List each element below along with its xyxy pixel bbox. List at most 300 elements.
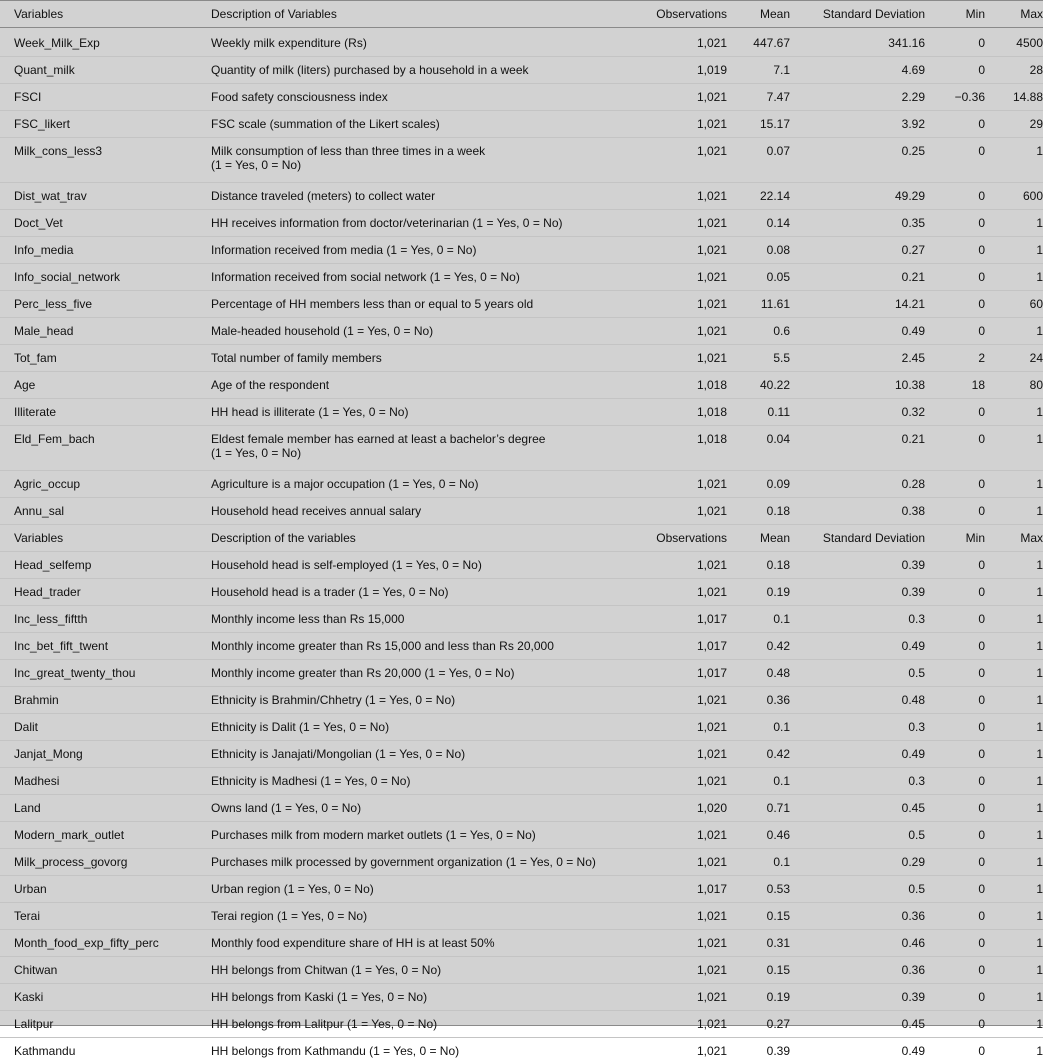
header-standard-deviation: Standard Deviation xyxy=(790,525,925,552)
header-max: Max xyxy=(985,525,1043,552)
min-value: 0 xyxy=(925,687,985,714)
max-value: 1 xyxy=(985,318,1043,345)
standard-deviation-value: 0.21 xyxy=(790,264,925,291)
table-row xyxy=(0,426,1043,471)
standard-deviation-value: 0.5 xyxy=(790,660,925,687)
mean-value: 0.11 xyxy=(727,399,790,426)
min-value: 0 xyxy=(925,606,985,633)
mean-value: 0.46 xyxy=(727,822,790,849)
mean-value: 40.22 xyxy=(727,372,790,399)
observations-value: 1,021 xyxy=(641,1011,727,1038)
variable-name: Inc_great_twenty_thou xyxy=(0,660,211,687)
observations-value: 1,021 xyxy=(641,849,727,876)
header-observations: Observations xyxy=(641,1,727,28)
variable-description: HH belongs from Kathmandu (1 = Yes, 0 = No) xyxy=(211,1038,641,1064)
header-mean: Mean xyxy=(727,1,790,28)
standard-deviation-value: 0.3 xyxy=(790,606,925,633)
max-value: 1 xyxy=(985,876,1043,903)
standard-deviation-value: 0.29 xyxy=(790,849,925,876)
table-row xyxy=(0,345,1043,372)
variables-table xyxy=(0,1,1043,1064)
max-value: 1 xyxy=(985,714,1043,741)
table-row xyxy=(0,552,1043,579)
variable-description: Terai region (1 = Yes, 0 = No) xyxy=(211,903,641,930)
variable-description: Household head is self-employed (1 = Yes, 0 = No) xyxy=(211,552,641,579)
table-row xyxy=(0,930,1043,957)
variable-description: Information received from social network (1 = Yes, 0 = No) xyxy=(211,264,641,291)
max-value: 1 xyxy=(985,264,1043,291)
variable-name: Janjat_Mong xyxy=(0,741,211,768)
observations-value: 1,021 xyxy=(641,930,727,957)
variable-description: Household head receives annual salary xyxy=(211,498,641,525)
header-observations: Observations xyxy=(641,525,727,552)
standard-deviation-value: 0.3 xyxy=(790,768,925,795)
table-row xyxy=(0,606,1043,633)
table-row xyxy=(0,471,1043,498)
min-value: 0 xyxy=(925,318,985,345)
table-row xyxy=(0,660,1043,687)
max-value: 1 xyxy=(985,426,1043,471)
variable-description: FSC scale (summation of the Likert scales) xyxy=(211,111,641,138)
mean-value: 7.1 xyxy=(727,57,790,84)
min-value: 0 xyxy=(925,903,985,930)
standard-deviation-value: 0.3 xyxy=(790,714,925,741)
variable-name: Perc_less_five xyxy=(0,291,211,318)
variable-name: Eld_Fem_bach xyxy=(0,426,211,471)
max-value: 1 xyxy=(985,741,1043,768)
variable-name: Milk_process_govorg xyxy=(0,849,211,876)
max-value: 1 xyxy=(985,930,1043,957)
variable-description: Monthly income greater than Rs 20,000 (1 = Yes, 0 = No) xyxy=(211,660,641,687)
mean-value: 0.18 xyxy=(727,552,790,579)
max-value: 60 xyxy=(985,291,1043,318)
header-max: Max xyxy=(985,1,1043,28)
mean-value: 0.05 xyxy=(727,264,790,291)
table-row xyxy=(0,957,1043,984)
observations-value: 1,017 xyxy=(641,606,727,633)
header-description: Description of the variables xyxy=(211,525,641,552)
standard-deviation-value: 0.49 xyxy=(790,1038,925,1064)
variable-name: Urban xyxy=(0,876,211,903)
description-line-1: Milk consumption of less than three times in a week xyxy=(211,144,641,158)
variable-name: Inc_less_fiftth xyxy=(0,606,211,633)
table-row xyxy=(0,318,1043,345)
table-row xyxy=(0,264,1043,291)
variable-description: Ethnicity is Janajati/Mongolian (1 = Yes, 0 = No) xyxy=(211,741,641,768)
mean-value: 0.6 xyxy=(727,318,790,345)
variable-name: Madhesi xyxy=(0,768,211,795)
mean-value: 0.1 xyxy=(727,768,790,795)
table-body xyxy=(0,1,1043,1064)
min-value: 0 xyxy=(925,660,985,687)
mean-value: 0.42 xyxy=(727,633,790,660)
standard-deviation-value: 0.5 xyxy=(790,876,925,903)
mean-value: 0.18 xyxy=(727,498,790,525)
mean-value: 22.14 xyxy=(727,183,790,210)
observations-value: 1,021 xyxy=(641,183,727,210)
mean-value: 0.19 xyxy=(727,984,790,1011)
observations-value: 1,021 xyxy=(641,984,727,1011)
variable-name: Age xyxy=(0,372,211,399)
standard-deviation-value: 0.36 xyxy=(790,957,925,984)
table-row xyxy=(0,795,1043,822)
standard-deviation-value: 3.92 xyxy=(790,111,925,138)
mean-value: 0.1 xyxy=(727,849,790,876)
observations-value: 1,021 xyxy=(641,552,727,579)
variable-name: Terai xyxy=(0,903,211,930)
mean-value: 0.53 xyxy=(727,876,790,903)
mean-value: 0.27 xyxy=(727,1011,790,1038)
variable-description: Food safety consciousness index xyxy=(211,84,641,111)
observations-value: 1,018 xyxy=(641,426,727,471)
table-row xyxy=(0,210,1043,237)
variable-description: Owns land (1 = Yes, 0 = No) xyxy=(211,795,641,822)
table-row xyxy=(0,579,1043,606)
table-row xyxy=(0,849,1043,876)
table-row xyxy=(0,498,1043,525)
table-row xyxy=(0,687,1043,714)
mean-value: 0.1 xyxy=(727,714,790,741)
observations-value: 1,021 xyxy=(641,714,727,741)
standard-deviation-value: 2.45 xyxy=(790,345,925,372)
observations-value: 1,021 xyxy=(641,957,727,984)
standard-deviation-value: 341.16 xyxy=(790,28,925,57)
observations-value: 1,021 xyxy=(641,84,727,111)
variable-name: Tot_fam xyxy=(0,345,211,372)
mean-value: 0.15 xyxy=(727,957,790,984)
mean-value: 11.61 xyxy=(727,291,790,318)
description-line-1: Eldest female member has earned at least a bachelor’s degree xyxy=(211,432,641,446)
mean-value: 7.47 xyxy=(727,84,790,111)
variable-description: Urban region (1 = Yes, 0 = No) xyxy=(211,876,641,903)
min-value: 0 xyxy=(925,876,985,903)
variable-name: Kaski xyxy=(0,984,211,1011)
observations-value: 1,021 xyxy=(641,291,727,318)
observations-value: 1,021 xyxy=(641,903,727,930)
observations-value: 1,021 xyxy=(641,471,727,498)
table-header-row xyxy=(0,1,1043,28)
variable-name: Inc_bet_fift_twent xyxy=(0,633,211,660)
observations-value: 1,021 xyxy=(641,264,727,291)
variable-name: Brahmin xyxy=(0,687,211,714)
description-line-2: (1 = Yes, 0 = No) xyxy=(211,446,641,460)
mean-value: 0.1 xyxy=(727,606,790,633)
variable-name: Head_selfemp xyxy=(0,552,211,579)
variable-description: HH head is illiterate (1 = Yes, 0 = No) xyxy=(211,399,641,426)
variable-description: Monthly food expenditure share of HH is at least 50% xyxy=(211,930,641,957)
variable-description: Ethnicity is Dalit (1 = Yes, 0 = No) xyxy=(211,714,641,741)
min-value: 0 xyxy=(925,930,985,957)
variable-description: Total number of family members xyxy=(211,345,641,372)
variable-name: Modern_mark_outlet xyxy=(0,822,211,849)
observations-value: 1,021 xyxy=(641,28,727,57)
table-row xyxy=(0,183,1043,210)
variable-name: Week_Milk_Exp xyxy=(0,28,211,57)
max-value: 1 xyxy=(985,237,1043,264)
table-row xyxy=(0,984,1043,1011)
mean-value: 0.36 xyxy=(727,687,790,714)
max-value: 1 xyxy=(985,957,1043,984)
max-value: 1 xyxy=(985,210,1043,237)
min-value: 0 xyxy=(925,210,985,237)
max-value: 1 xyxy=(985,606,1043,633)
mean-value: 0.14 xyxy=(727,210,790,237)
table-row xyxy=(0,876,1043,903)
table-row xyxy=(0,372,1043,399)
observations-value: 1,021 xyxy=(641,111,727,138)
mean-value: 0.42 xyxy=(727,741,790,768)
table-row xyxy=(0,903,1043,930)
observations-value: 1,021 xyxy=(641,498,727,525)
max-value: 1 xyxy=(985,984,1043,1011)
variable-description: Age of the respondent xyxy=(211,372,641,399)
variable-name: FSC_likert xyxy=(0,111,211,138)
observations-value: 1,020 xyxy=(641,795,727,822)
standard-deviation-value: 0.27 xyxy=(790,237,925,264)
max-value: 1 xyxy=(985,849,1043,876)
variable-description: HH belongs from Kaski (1 = Yes, 0 = No) xyxy=(211,984,641,1011)
mean-value: 0.31 xyxy=(727,930,790,957)
table-row xyxy=(0,28,1043,57)
max-value: 1 xyxy=(985,552,1043,579)
mean-value: 0.15 xyxy=(727,903,790,930)
max-value: 1 xyxy=(985,138,1043,183)
variable-description: HH belongs from Chitwan (1 = Yes, 0 = No) xyxy=(211,957,641,984)
variable-description: HH receives information from doctor/veterinarian (1 = Yes, 0 = No) xyxy=(211,210,641,237)
standard-deviation-value: 0.49 xyxy=(790,633,925,660)
table-row xyxy=(0,111,1043,138)
min-value: 0 xyxy=(925,138,985,183)
observations-value: 1,017 xyxy=(641,876,727,903)
header-min: Min xyxy=(925,1,985,28)
table-row xyxy=(0,84,1043,111)
variable-description: Monthly income less than Rs 15,000 xyxy=(211,606,641,633)
variable-description: HH belongs from Lalitpur (1 = Yes, 0 = No) xyxy=(211,1011,641,1038)
standard-deviation-value: 0.32 xyxy=(790,399,925,426)
max-value: 1 xyxy=(985,795,1043,822)
observations-value: 1,019 xyxy=(641,57,727,84)
min-value: 0 xyxy=(925,795,985,822)
max-value: 1 xyxy=(985,660,1043,687)
variable-description: Information received from media (1 = Yes, 0 = No) xyxy=(211,237,641,264)
standard-deviation-value: 4.69 xyxy=(790,57,925,84)
max-value: 1 xyxy=(985,687,1043,714)
min-value: 0 xyxy=(925,714,985,741)
mean-value: 0.71 xyxy=(727,795,790,822)
variable-name: Head_trader xyxy=(0,579,211,606)
variable-description: Monthly income greater than Rs 15,000 and less than Rs 20,000 xyxy=(211,633,641,660)
variable-name: Info_social_network xyxy=(0,264,211,291)
min-value: 0 xyxy=(925,291,985,318)
variable-name: Month_food_exp_fifty_perc xyxy=(0,930,211,957)
observations-value: 1,021 xyxy=(641,741,727,768)
variable-name: Dist_wat_trav xyxy=(0,183,211,210)
standard-deviation-value: 49.29 xyxy=(790,183,925,210)
standard-deviation-value: 0.25 xyxy=(790,138,925,183)
max-value: 1 xyxy=(985,633,1043,660)
min-value: 0 xyxy=(925,28,985,57)
variable-description xyxy=(211,138,641,183)
min-value: 2 xyxy=(925,345,985,372)
variable-description: Ethnicity is Brahmin/Chhetry (1 = Yes, 0 = No) xyxy=(211,687,641,714)
min-value: 0 xyxy=(925,1038,985,1064)
variable-description: Weekly milk expenditure (Rs) xyxy=(211,28,641,57)
mean-value: 0.09 xyxy=(727,471,790,498)
header-mean: Mean xyxy=(727,525,790,552)
max-value: 1 xyxy=(985,822,1043,849)
max-value: 1 xyxy=(985,1038,1043,1064)
description-line-2: (1 = Yes, 0 = No) xyxy=(211,158,641,172)
standard-deviation-value: 0.48 xyxy=(790,687,925,714)
standard-deviation-value: 0.46 xyxy=(790,930,925,957)
variable-name: Info_media xyxy=(0,237,211,264)
min-value: 0 xyxy=(925,957,985,984)
max-value: 80 xyxy=(985,372,1043,399)
mean-value: 0.48 xyxy=(727,660,790,687)
min-value: 0 xyxy=(925,111,985,138)
standard-deviation-value: 10.38 xyxy=(790,372,925,399)
variable-name: Chitwan xyxy=(0,957,211,984)
mean-value: 447.67 xyxy=(727,28,790,57)
min-value: 0 xyxy=(925,984,985,1011)
observations-value: 1,021 xyxy=(641,768,727,795)
variable-description: Distance traveled (meters) to collect water xyxy=(211,183,641,210)
min-value: 0 xyxy=(925,633,985,660)
max-value: 4500 xyxy=(985,28,1043,57)
variable-description: Purchases milk from modern market outlets (1 = Yes, 0 = No) xyxy=(211,822,641,849)
variable-name: Male_head xyxy=(0,318,211,345)
standard-deviation-value: 14.21 xyxy=(790,291,925,318)
variable-description: Male-headed household (1 = Yes, 0 = No) xyxy=(211,318,641,345)
variable-name: Agric_occup xyxy=(0,471,211,498)
standard-deviation-value: 0.49 xyxy=(790,318,925,345)
variable-description: Purchases milk processed by government organization (1 = Yes, 0 = No) xyxy=(211,849,641,876)
table-row xyxy=(0,741,1043,768)
standard-deviation-value: 0.38 xyxy=(790,498,925,525)
variable-name: Dalit xyxy=(0,714,211,741)
observations-value: 1,021 xyxy=(641,138,727,183)
max-value: 600 xyxy=(985,183,1043,210)
min-value: 0 xyxy=(925,579,985,606)
standard-deviation-value: 0.45 xyxy=(790,795,925,822)
min-value: 0 xyxy=(925,822,985,849)
standard-deviation-value: 0.49 xyxy=(790,741,925,768)
mean-value: 0.07 xyxy=(727,138,790,183)
table-row xyxy=(0,822,1043,849)
variable-description: Quantity of milk (liters) purchased by a household in a week xyxy=(211,57,641,84)
variable-name: Milk_cons_less3 xyxy=(0,138,211,183)
variable-name: Lalitpur xyxy=(0,1011,211,1038)
standard-deviation-value: 0.21 xyxy=(790,426,925,471)
standard-deviation-value: 0.39 xyxy=(790,552,925,579)
min-value: 0 xyxy=(925,399,985,426)
max-value: 29 xyxy=(985,111,1043,138)
observations-value: 1,021 xyxy=(641,210,727,237)
variable-name: Land xyxy=(0,795,211,822)
min-value: 0 xyxy=(925,57,985,84)
max-value: 1 xyxy=(985,1011,1043,1038)
min-value: 0 xyxy=(925,498,985,525)
header-standard-deviation: Standard Deviation xyxy=(790,1,925,28)
observations-value: 1,021 xyxy=(641,1038,727,1064)
table-row xyxy=(0,1011,1043,1038)
min-value: 0 xyxy=(925,768,985,795)
table-row xyxy=(0,633,1043,660)
observations-value: 1,017 xyxy=(641,633,727,660)
table-row xyxy=(0,291,1043,318)
observations-value: 1,021 xyxy=(641,237,727,264)
table-row xyxy=(0,714,1043,741)
max-value: 28 xyxy=(985,57,1043,84)
table-row xyxy=(0,57,1043,84)
standard-deviation-value: 0.36 xyxy=(790,903,925,930)
header-min: Min xyxy=(925,525,985,552)
observations-value: 1,018 xyxy=(641,372,727,399)
table-row xyxy=(0,399,1043,426)
header-variables: Variables xyxy=(0,525,211,552)
max-value: 24 xyxy=(985,345,1043,372)
mean-value: 5.5 xyxy=(727,345,790,372)
max-value: 1 xyxy=(985,471,1043,498)
table-row xyxy=(0,237,1043,264)
variable-description: Percentage of HH members less than or equal to 5 years old xyxy=(211,291,641,318)
min-value: 0 xyxy=(925,471,985,498)
min-value: 18 xyxy=(925,372,985,399)
min-value: 0 xyxy=(925,552,985,579)
min-value: 0 xyxy=(925,183,985,210)
max-value: 1 xyxy=(985,579,1043,606)
min-value: 0 xyxy=(925,1011,985,1038)
variable-description: Agriculture is a major occupation (1 = Yes, 0 = No) xyxy=(211,471,641,498)
min-value: 0 xyxy=(925,237,985,264)
max-value: 1 xyxy=(985,903,1043,930)
table-row xyxy=(0,138,1043,183)
min-value: −0.36 xyxy=(925,84,985,111)
variable-name: Quant_milk xyxy=(0,57,211,84)
min-value: 0 xyxy=(925,849,985,876)
header-description: Description of Variables xyxy=(211,1,641,28)
variable-description xyxy=(211,426,641,471)
max-value: 1 xyxy=(985,399,1043,426)
observations-value: 1,018 xyxy=(641,399,727,426)
variable-name: Annu_sal xyxy=(0,498,211,525)
max-value: 1 xyxy=(985,768,1043,795)
standard-deviation-value: 0.39 xyxy=(790,984,925,1011)
variable-name: FSCI xyxy=(0,84,211,111)
variable-description: Household head is a trader (1 = Yes, 0 = No) xyxy=(211,579,641,606)
min-value: 0 xyxy=(925,264,985,291)
mean-value: 15.17 xyxy=(727,111,790,138)
mean-value: 0.04 xyxy=(727,426,790,471)
standard-deviation-value: 0.35 xyxy=(790,210,925,237)
table-row xyxy=(0,1038,1043,1064)
standard-deviation-value: 0.5 xyxy=(790,822,925,849)
variable-name: Illiterate xyxy=(0,399,211,426)
mean-value: 0.19 xyxy=(727,579,790,606)
table-row xyxy=(0,768,1043,795)
min-value: 0 xyxy=(925,741,985,768)
standard-deviation-value: 2.29 xyxy=(790,84,925,111)
standard-deviation-value: 0.28 xyxy=(790,471,925,498)
max-value: 1 xyxy=(985,498,1043,525)
observations-value: 1,021 xyxy=(641,822,727,849)
max-value: 14.88 xyxy=(985,84,1043,111)
observations-value: 1,021 xyxy=(641,318,727,345)
min-value: 0 xyxy=(925,426,985,471)
standard-deviation-value: 0.45 xyxy=(790,1011,925,1038)
observations-value: 1,021 xyxy=(641,579,727,606)
mean-value: 0.39 xyxy=(727,1038,790,1064)
